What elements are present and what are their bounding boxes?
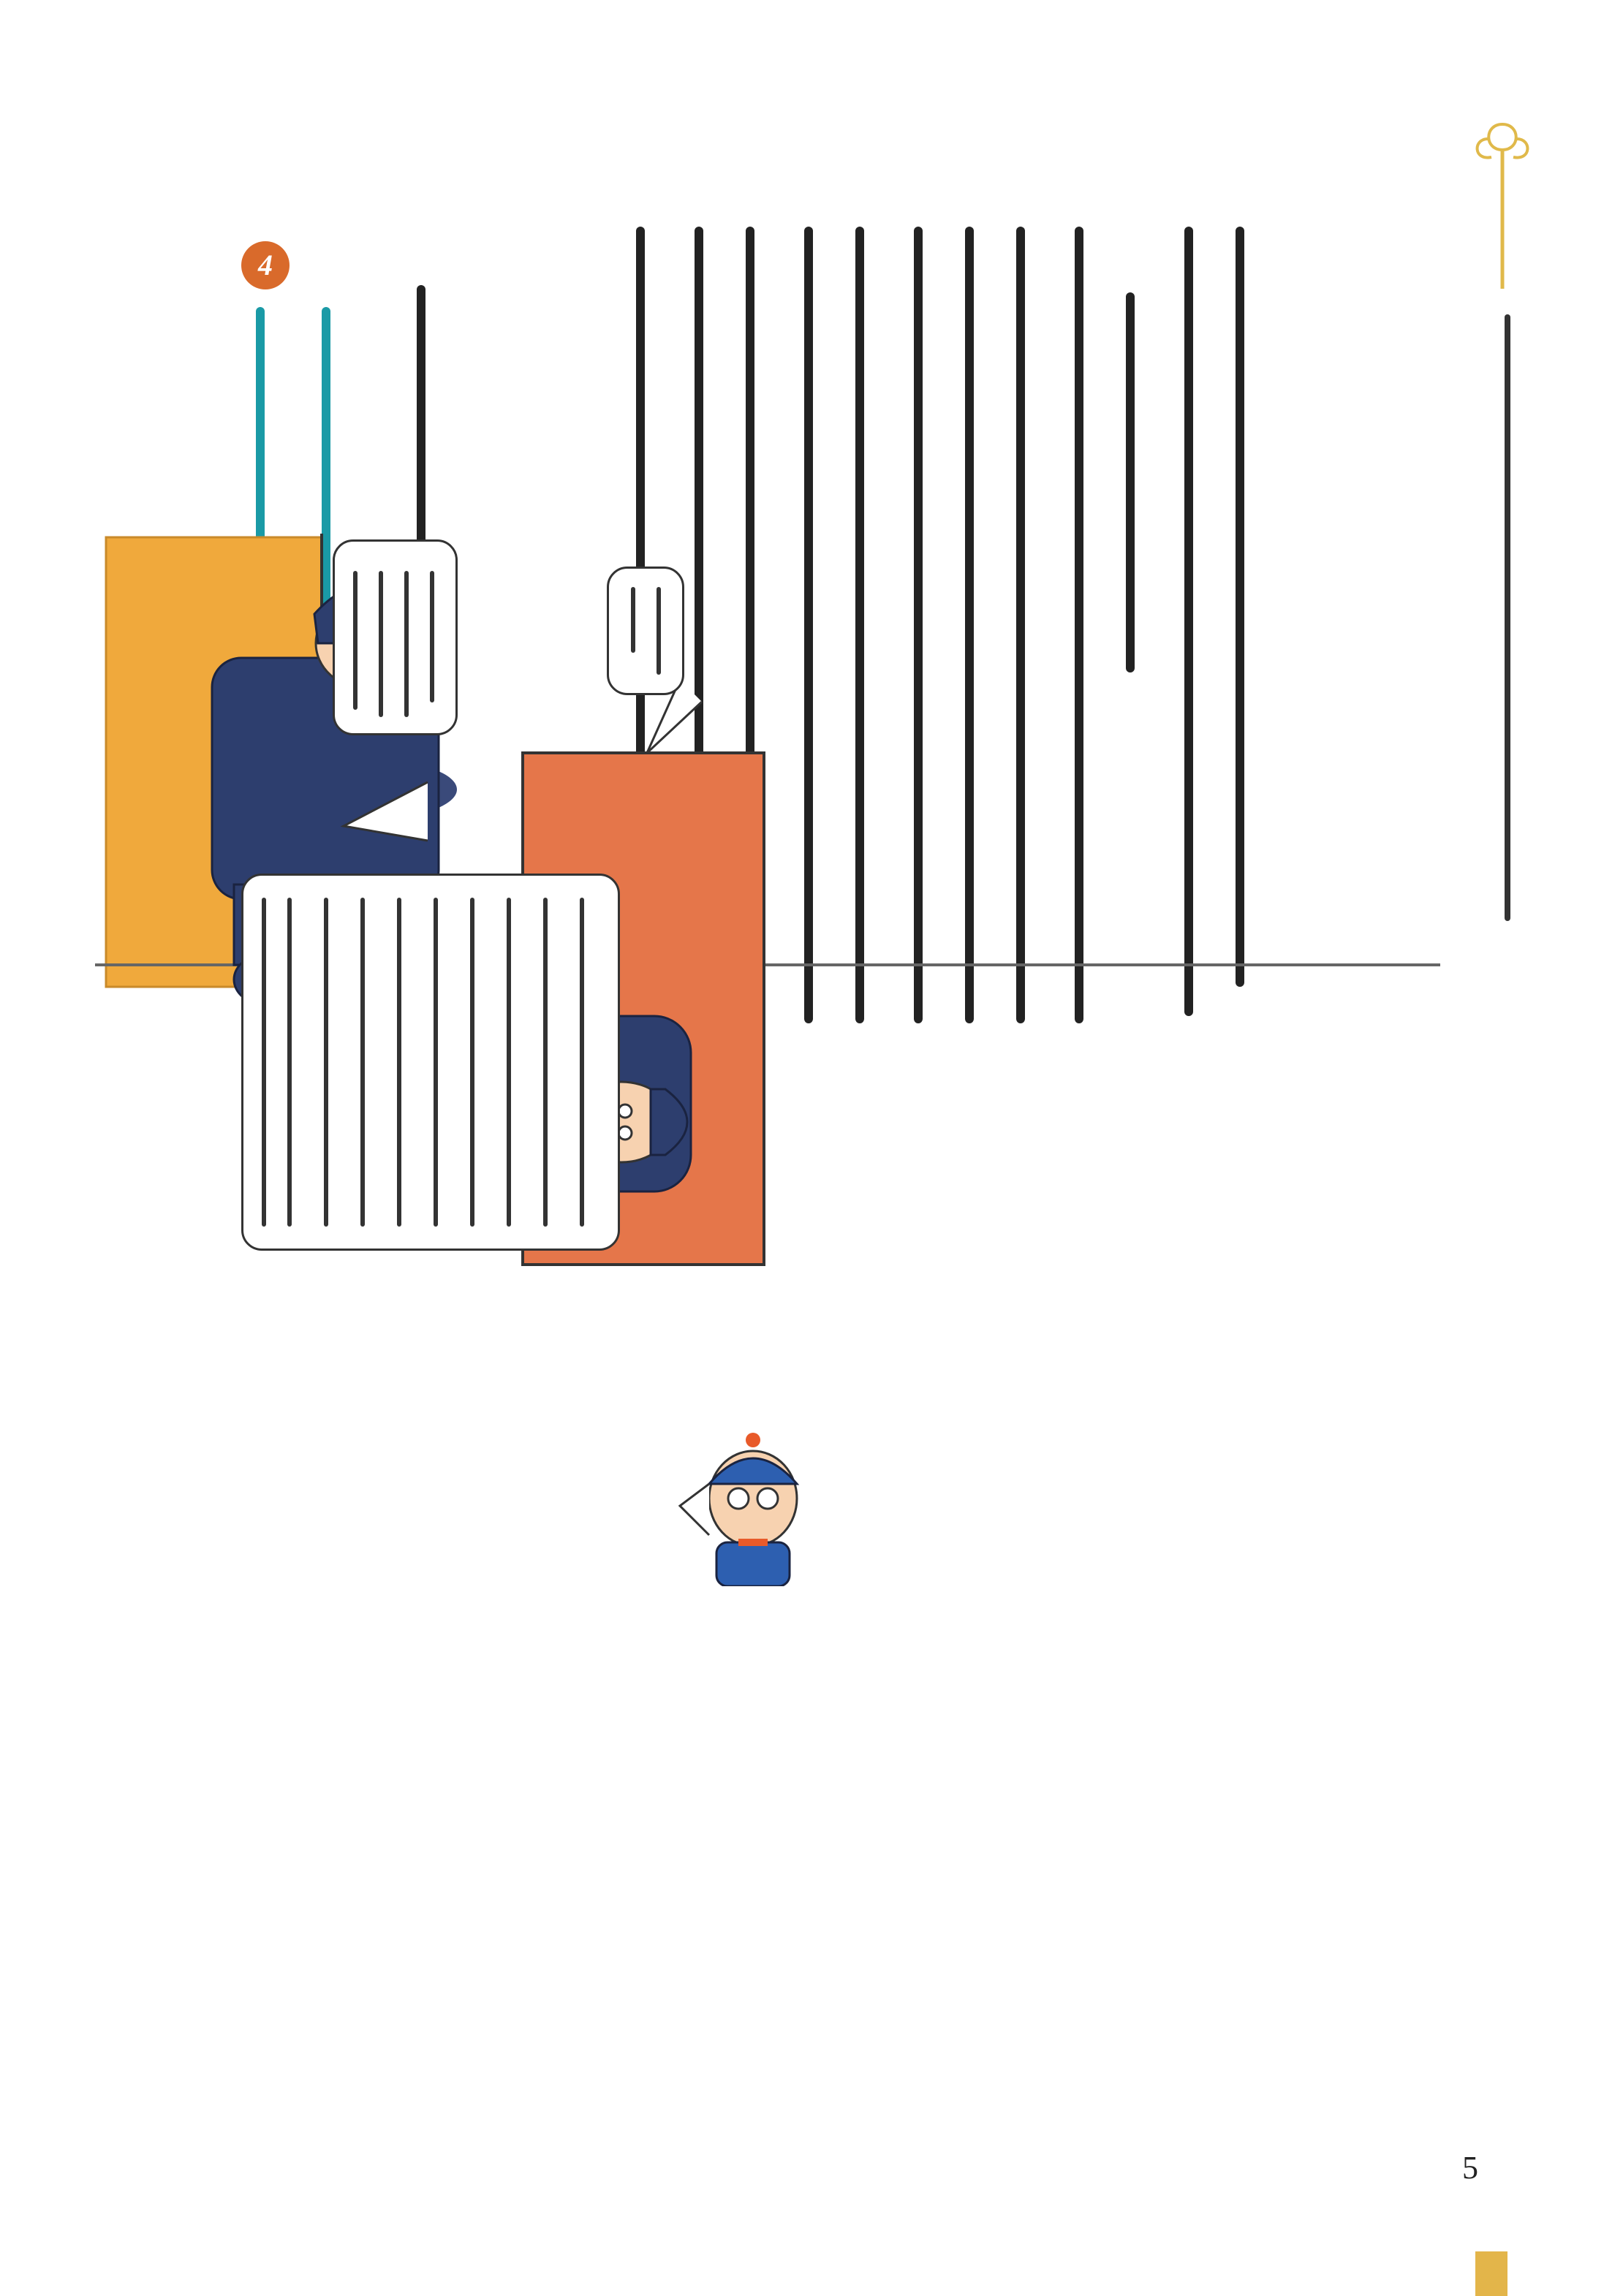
- header-ornament-icon: [1469, 117, 1535, 292]
- page-number: 5: [1462, 2150, 1478, 2186]
- speech-bubble-guide: [241, 874, 620, 1251]
- boy-guide-character: [709, 1433, 797, 1586]
- speech-bubble-standing-officer: [333, 539, 458, 735]
- page-tab-accent: [1475, 2251, 1507, 2296]
- question-number-badge: 4: [241, 241, 290, 289]
- running-header: [1499, 314, 1528, 921]
- speech-bubble-seated-officer: [607, 567, 684, 695]
